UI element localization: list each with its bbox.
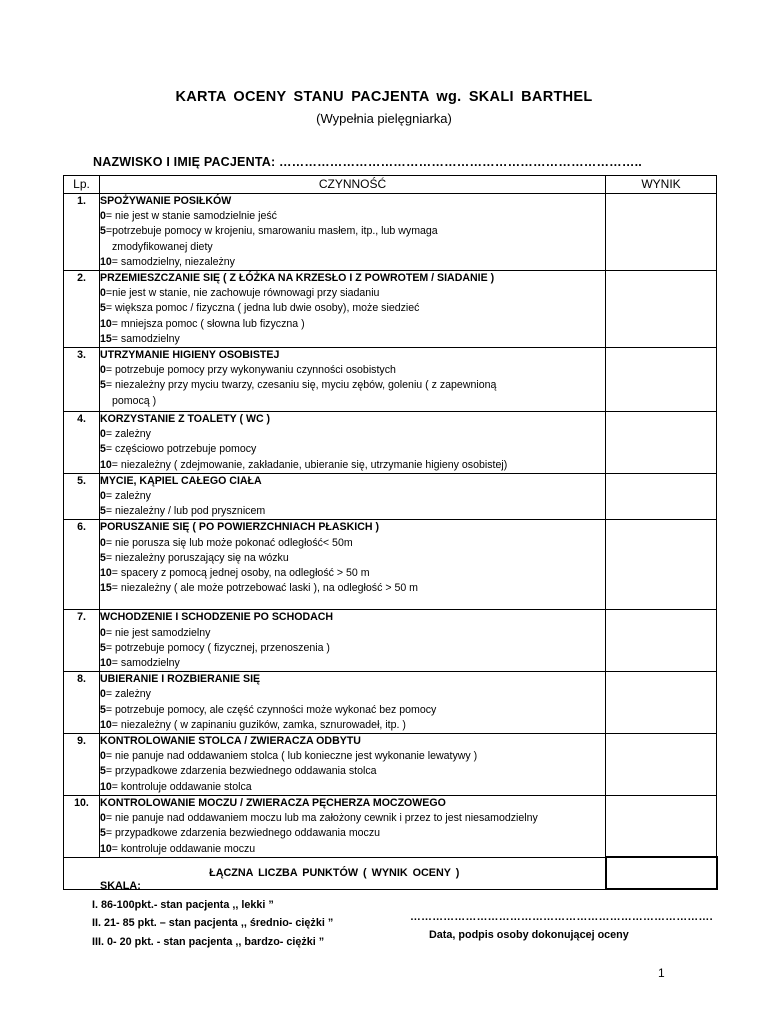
row-number: 1. xyxy=(64,194,100,271)
score-value: 10 xyxy=(100,842,112,855)
result-cell[interactable] xyxy=(606,795,717,857)
row-number: 3. xyxy=(64,348,100,412)
score-description: =potrzebuje pomocy w krojeniu, smarowaniu masłem, itp., lub wymaga xyxy=(105,225,438,238)
score-value: 5 xyxy=(100,379,106,392)
table-row xyxy=(64,194,717,271)
scale-legend xyxy=(92,877,333,951)
score-option xyxy=(100,656,605,671)
table-row xyxy=(64,412,717,474)
score-value: 0 xyxy=(100,688,106,701)
activity-cell xyxy=(100,734,606,796)
score-value: 0 xyxy=(100,536,106,549)
result-cell[interactable] xyxy=(606,672,717,734)
activity-heading: MYCIE, KĄPIEL CAŁEGO CIAŁA xyxy=(100,474,262,487)
document-subtitle: (Wypełnia pielęgniarka) xyxy=(316,111,452,126)
score-value: 0 xyxy=(100,750,106,763)
activity-cell xyxy=(100,473,606,520)
score-description: zmodyfikowanej diety xyxy=(112,240,213,253)
result-cell[interactable] xyxy=(606,473,717,520)
score-option xyxy=(100,504,605,519)
score-value: 10 xyxy=(100,317,112,330)
score-value: 0 xyxy=(100,364,106,377)
score-option xyxy=(100,842,605,857)
score-option xyxy=(100,224,605,239)
score-description: = potrzebuje pomocy ( fizycznej, przenoszenia ) xyxy=(105,641,330,654)
score-value: 15 xyxy=(100,582,112,595)
score-option xyxy=(100,703,605,718)
score-value: 5 xyxy=(100,641,106,654)
score-description: = samodzielny xyxy=(111,657,180,670)
score-description: = zależny xyxy=(105,428,151,441)
table-row xyxy=(64,734,717,796)
activity-heading: PORUSZANIE SIĘ ( PO POWIERZCHNIACH PŁASKICH ) xyxy=(100,521,379,534)
score-option xyxy=(100,458,605,473)
score-description: = potrzebuje pomocy, ale część czynności może wykonać bez pomocy xyxy=(105,703,437,716)
header-result: WYNIK xyxy=(606,176,717,194)
score-option xyxy=(100,442,605,457)
score-value: 10 xyxy=(100,657,112,670)
score-description: = nie jest samodzielny xyxy=(105,626,211,639)
score-option xyxy=(100,286,605,301)
row-number: 5. xyxy=(64,473,100,520)
score-value: 5 xyxy=(100,765,106,778)
score-description: = częściowo potrzebuje pomocy xyxy=(105,443,257,456)
score-description: = większa pomoc / fizyczna ( jedna lub dwie osoby), może siedzieć xyxy=(105,302,420,315)
signature-line[interactable]: ………………………………………………………………………. xyxy=(410,911,713,923)
row-number: 6. xyxy=(64,520,100,610)
score-description: = kontroluje oddawanie moczu xyxy=(111,842,256,855)
activity-heading: KONTROLOWANIE MOCZU / ZWIERACZA PĘCHERZA MOCZOWEGO xyxy=(100,796,446,809)
score-option xyxy=(100,626,605,641)
score-option xyxy=(100,489,605,504)
score-option xyxy=(100,780,605,795)
score-description: = spacery z pomocą jednej osoby, na odległość > 50 m xyxy=(111,567,370,580)
result-cell[interactable] xyxy=(606,610,717,672)
activity-cell xyxy=(100,795,606,857)
score-option xyxy=(100,317,605,332)
table-row xyxy=(64,795,717,857)
row-number: 7. xyxy=(64,610,100,672)
score-value: 10 xyxy=(100,718,112,731)
score-option xyxy=(100,255,605,270)
activity-cell xyxy=(100,520,606,610)
score-description: = nie panuje nad oddawaniem moczu lub ma założony cewnik i przez to jest niesamodzielny xyxy=(105,812,538,825)
score-value: 5 xyxy=(100,827,106,840)
score-value: 10 xyxy=(100,780,112,793)
score-description: = niezależny / lub pod prysznicem xyxy=(105,505,266,518)
row-number: 4. xyxy=(64,412,100,474)
score-description: = niezależny ( ale może potrzebować laski ), na odległość > 50 m xyxy=(111,582,418,595)
activity-cell xyxy=(100,672,606,734)
score-description: = niezależny poruszający się na wózku xyxy=(105,551,289,564)
table-row xyxy=(64,672,717,734)
score-option xyxy=(100,536,605,551)
score-value: 5 xyxy=(100,703,106,716)
score-value: 10 xyxy=(100,567,112,580)
score-description: = samodzielny, niezależny xyxy=(111,255,235,268)
score-description: =nie jest w stanie, nie zachowuje równowagi przy siadaniu xyxy=(105,287,380,300)
score-description: = kontroluje oddawanie stolca xyxy=(111,780,252,793)
barthel-table xyxy=(63,175,718,890)
page-number: 1 xyxy=(658,966,665,980)
score-option xyxy=(100,551,605,566)
score-value: 5 xyxy=(100,302,106,315)
scale-title: SKALA: xyxy=(100,880,141,892)
score-option xyxy=(100,826,605,841)
table-header-row xyxy=(64,176,717,194)
score-option xyxy=(100,394,605,409)
result-cell[interactable] xyxy=(606,520,717,610)
total-label: ŁĄCZNA LICZBA PUNKTÓW ( WYNIK OCENY ) xyxy=(64,857,606,889)
row-number: 8. xyxy=(64,672,100,734)
score-description: = zależny xyxy=(105,688,151,701)
score-value: 0 xyxy=(100,626,106,639)
table-row xyxy=(64,520,717,610)
activity-heading: PRZEMIESZCZANIE SIĘ ( Z ŁÓŻKA NA KRZESŁO I Z POWROTEM / SIADANIE ) xyxy=(100,272,495,285)
document-title: KARTA OCENY STANU PACJENTA wg. SKALI BARTHEL xyxy=(175,89,593,105)
row-number: 10. xyxy=(64,795,100,857)
score-description: = samodzielny xyxy=(111,332,180,345)
score-option xyxy=(100,749,605,764)
score-description: = nie jest w stanie samodzielnie jeść xyxy=(105,210,277,223)
activity-heading: UTRZYMANIE HIGIENY OSOBISTEJ xyxy=(100,349,280,362)
score-value: 5 xyxy=(100,505,106,518)
header-lp: Lp. xyxy=(64,176,100,194)
score-value: 0 xyxy=(100,490,106,503)
score-description: = niezależny przy myciu twarzy, czesaniu się, myciu zębów, goleniu ( z zapewnioną xyxy=(105,379,497,392)
score-option xyxy=(100,718,605,733)
score-option xyxy=(100,378,605,393)
table-row xyxy=(64,348,717,412)
score-value: 0 xyxy=(100,812,106,825)
score-option xyxy=(100,581,605,596)
score-description: pomocą ) xyxy=(112,394,157,407)
activity-cell xyxy=(100,348,606,412)
score-value: 0 xyxy=(100,428,106,441)
score-option xyxy=(100,687,605,702)
score-option xyxy=(100,301,605,316)
row-number: 9. xyxy=(64,734,100,796)
result-cell[interactable] xyxy=(606,412,717,474)
activity-cell xyxy=(100,412,606,474)
score-value: 0 xyxy=(100,210,106,223)
row-number: 2. xyxy=(64,271,100,348)
scale-item-light: I. 86-100pkt.- stan pacjenta ,, lekki ” xyxy=(92,898,274,911)
table-row xyxy=(64,610,717,672)
score-option xyxy=(100,566,605,581)
score-option xyxy=(100,427,605,442)
result-cell[interactable] xyxy=(606,194,717,271)
score-value: 15 xyxy=(100,332,112,345)
score-option xyxy=(100,363,605,378)
score-description: = niezależny ( w zapinaniu guzików, zamka, sznurowadeł, itp. ) xyxy=(111,718,406,731)
header-activity: CZYNNOŚĆ xyxy=(100,176,606,194)
scale-item-heavy: III. 0- 20 pkt. - stan pacjenta ,, bardzo- ciężki ” xyxy=(92,935,325,948)
activity-cell xyxy=(100,194,606,271)
result-cell[interactable] xyxy=(606,271,717,348)
activity-heading: UBIERANIE I ROZBIERANIE SIĘ xyxy=(100,673,261,686)
score-option xyxy=(100,811,605,826)
score-description: = nie panuje nad oddawaniem stolca ( lub konieczne jest wykonanie lewatywy ) xyxy=(105,750,478,763)
score-description: = przypadkowe zdarzenia bezwiednego oddawania stolca xyxy=(105,765,377,778)
patient-name-field[interactable]: NAZWISKO I IMIĘ PACJENTA: ………………………………………………………………………….. xyxy=(93,155,642,169)
table-row xyxy=(64,473,717,520)
scale-item-medium: II. 21- 85 pkt. – stan pacjenta ,, średnio- ciężki ” xyxy=(92,917,334,929)
score-option xyxy=(100,641,605,656)
activity-heading: SPOŻYWANIE POSIŁKÓW xyxy=(100,195,232,207)
score-value: 10 xyxy=(100,458,112,471)
score-value: 5 xyxy=(100,443,106,456)
score-value: 0 xyxy=(100,287,106,300)
table-row xyxy=(64,271,717,348)
score-description: = niezależny ( zdejmowanie, zakładanie, ubieranie się, utrzymanie higieny osobistej) xyxy=(111,458,508,471)
activity-heading: KONTROLOWANIE STOLCA / ZWIERACZA ODBYTU xyxy=(100,735,361,748)
table-body xyxy=(64,194,717,858)
score-option xyxy=(100,209,605,224)
activity-heading: WCHODZENIE I SCHODZENIE PO SCHODACH xyxy=(100,611,334,624)
score-description: = potrzebuje pomocy przy wykonywaniu czynności osobistych xyxy=(105,364,396,377)
score-description: = nie porusza się lub może pokonać odległość< 50m xyxy=(105,536,353,549)
score-description: = mniejsza pomoc ( słowna lub fizyczna ) xyxy=(111,317,305,330)
activity-heading: KORZYSTANIE Z TOALETY ( WC ) xyxy=(100,413,271,426)
score-value: 5 xyxy=(100,225,106,238)
total-result-cell[interactable] xyxy=(606,857,717,889)
result-cell[interactable] xyxy=(606,734,717,796)
score-value: 10 xyxy=(100,255,112,268)
activity-cell xyxy=(100,610,606,672)
activity-cell xyxy=(100,271,606,348)
score-description: = zależny xyxy=(105,490,151,503)
score-description: = przypadkowe zdarzenia bezwiednego oddawania moczu xyxy=(105,827,381,840)
score-option xyxy=(100,240,605,255)
score-option xyxy=(100,332,605,347)
result-cell[interactable] xyxy=(606,348,717,412)
score-value: 5 xyxy=(100,551,106,564)
score-option xyxy=(100,764,605,779)
signature-label: Data, podpis osoby dokonującej oceny xyxy=(429,929,629,941)
